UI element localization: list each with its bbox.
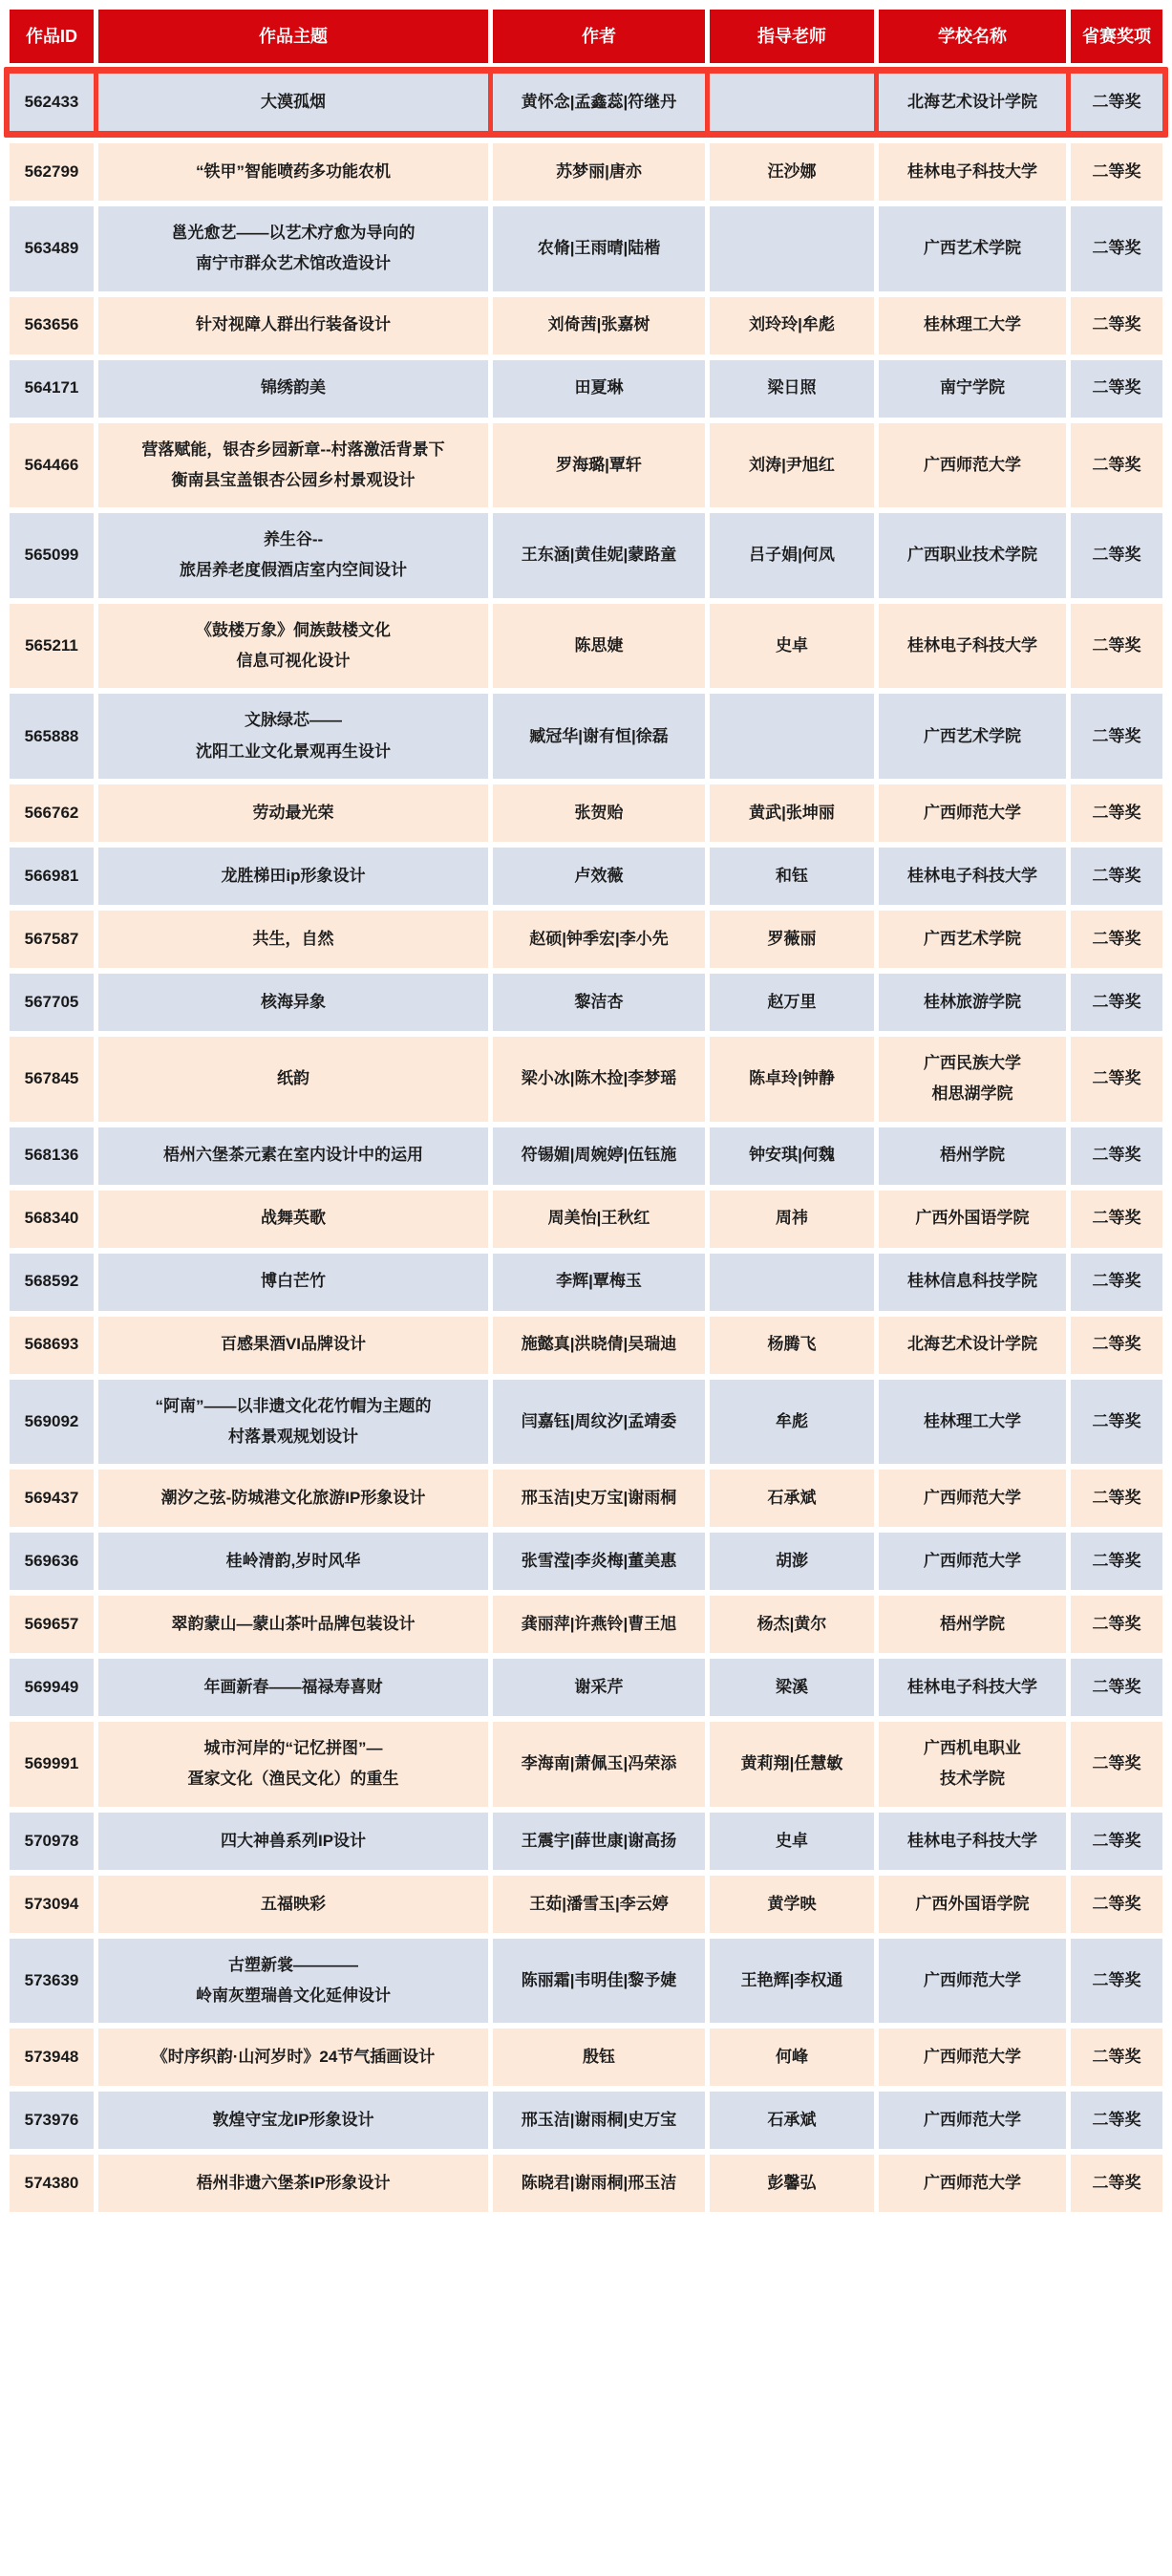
- table-row: [10, 513, 1162, 598]
- table-row: [10, 848, 1162, 905]
- advisors: 牟彪: [710, 1380, 874, 1465]
- authors: 邢玉洁|史万宝|谢雨桐: [493, 1470, 705, 1527]
- school: [879, 1813, 1066, 1870]
- work-title-line: 疍家文化（渔民文化）的重生: [187, 1770, 399, 1789]
- table-header-row: [10, 10, 1162, 63]
- work-title-line: 五福映彩: [261, 1894, 326, 1913]
- advisors: [710, 74, 874, 131]
- award: 二等奖: [1071, 2029, 1162, 2086]
- award: 二等奖: [1071, 1317, 1162, 1374]
- school: [879, 1317, 1066, 1374]
- advisors: 王艳辉|李权通: [710, 1939, 874, 2024]
- work-title: [98, 1813, 488, 1870]
- work-title: [98, 206, 488, 291]
- school: [879, 206, 1066, 291]
- school-line: 广西师范大学: [924, 1489, 1021, 1507]
- authors: 黄怀念|孟鑫蕊|符继丹: [493, 74, 705, 131]
- work-id: 564466: [10, 423, 94, 508]
- award: 二等奖: [1071, 604, 1162, 689]
- school-line: 广西艺术学院: [924, 239, 1021, 258]
- work-title-line: 沈阳工业文化景观再生设计: [196, 741, 391, 761]
- authors: 施懿真|洪晓倩|吴瑞迪: [493, 1317, 705, 1374]
- advisors: 梁溪: [710, 1659, 874, 1716]
- table-row: [10, 1659, 1162, 1716]
- authors: 罗海璐|覃轩: [493, 423, 705, 508]
- work-title-line: 村落景观规划设计: [228, 1427, 358, 1446]
- school: [879, 1722, 1066, 1807]
- school-line: 桂林理工大学: [924, 315, 1021, 334]
- work-id: 574380: [10, 2155, 94, 2212]
- work-id: 569636: [10, 1533, 94, 1590]
- school: [879, 911, 1066, 968]
- work-title-line: 古塑新裳————: [228, 1955, 358, 1974]
- school: [879, 784, 1066, 842]
- school: [879, 1127, 1066, 1185]
- authors: 王东涵|黄佳妮|蒙路童: [493, 513, 705, 598]
- table-body: [10, 69, 1162, 2218]
- school: [879, 297, 1066, 354]
- work-title: [98, 974, 488, 1031]
- work-title: [98, 297, 488, 354]
- school-line: 南宁学院: [940, 378, 1005, 397]
- authors: 田夏琳: [493, 360, 705, 418]
- advisors: 史卓: [710, 1813, 874, 1870]
- work-title-line: 梧州非遗六堡茶IP形象设计: [196, 2174, 391, 2193]
- work-title: [98, 74, 488, 131]
- school-line: 广西机电职业: [924, 1739, 1021, 1758]
- advisors: 汪沙娜: [710, 143, 874, 201]
- advisors: 彭馨弘: [710, 2155, 874, 2212]
- work-id: 563489: [10, 206, 94, 291]
- advisors: 和钰: [710, 848, 874, 905]
- school-line: 广西艺术学院: [924, 726, 1021, 745]
- authors: 赵硕|钟季宏|李小先: [493, 911, 705, 968]
- work-title-line: 桂岭清韵,岁时风华: [225, 1552, 361, 1570]
- work-id: 562433: [10, 74, 94, 131]
- advisors: 钟安琪|何魏: [710, 1127, 874, 1185]
- work-title: [98, 604, 488, 689]
- work-title-line: 城市河岸的“记忆拼图”—: [203, 1739, 383, 1758]
- award: 二等奖: [1071, 1380, 1162, 1465]
- work-title: [98, 784, 488, 842]
- work-id: 569949: [10, 1659, 94, 1716]
- advisors: 史卓: [710, 604, 874, 689]
- work-id: 568592: [10, 1254, 94, 1311]
- work-title: [98, 423, 488, 508]
- work-id: 563656: [10, 297, 94, 354]
- work-title-line: 南宁市群众艺术馆改造设计: [196, 254, 391, 273]
- table-row: [10, 297, 1162, 354]
- table-row: [10, 360, 1162, 418]
- school-line: 梧州学院: [940, 1615, 1005, 1633]
- award: 二等奖: [1071, 1254, 1162, 1311]
- school-line: 广西职业技术学院: [907, 546, 1037, 565]
- school: [879, 1659, 1066, 1716]
- authors: 梁小冰|陈木捡|李梦瑶: [493, 1037, 705, 1122]
- work-title: [98, 2029, 488, 2086]
- award: 二等奖: [1071, 1127, 1162, 1185]
- work-title-line: 劳动最光荣: [252, 803, 334, 822]
- authors: 刘倚茜|张嘉树: [493, 297, 705, 354]
- table-row: [10, 423, 1162, 508]
- table-row: [10, 1813, 1162, 1870]
- work-title-line: 翠韵蒙山—蒙山茶叶品牌包装设计: [171, 1615, 416, 1633]
- work-title: [98, 143, 488, 201]
- school-line: 广西师范大学: [924, 455, 1021, 474]
- work-title: [98, 1939, 488, 2024]
- work-title-line: 邕光愈艺——以艺术疗愈为导向的: [171, 224, 416, 242]
- school: [879, 1254, 1066, 1311]
- advisors: [710, 1254, 874, 1311]
- work-title-line: 敦煌守宝龙IP形象设计: [212, 2111, 374, 2130]
- school: [879, 1939, 1066, 2024]
- school: [879, 1037, 1066, 1122]
- work-title-line: 梧州六堡茶元素在室内设计中的运用: [163, 1146, 423, 1165]
- work-title-line: 信息可视化设计: [236, 652, 351, 671]
- school-line: 桂林理工大学: [924, 1411, 1021, 1430]
- work-title: [98, 360, 488, 418]
- school: [879, 143, 1066, 201]
- school-line: 北海艺术设计学院: [907, 92, 1037, 111]
- school: [879, 2029, 1066, 2086]
- authors: 黎洁杏: [493, 974, 705, 1031]
- authors: 殷钰: [493, 2029, 705, 2086]
- authors: 农脩|王雨晴|陆楷: [493, 206, 705, 291]
- award: 二等奖: [1071, 694, 1162, 779]
- advisors: 赵万里: [710, 974, 874, 1031]
- header-cell-1: 作品主题: [98, 10, 488, 63]
- school-line: 桂林电子科技大学: [907, 866, 1037, 885]
- work-title: [98, 694, 488, 779]
- work-id: 569991: [10, 1722, 94, 1807]
- work-title: [98, 1470, 488, 1527]
- work-id: 567845: [10, 1037, 94, 1122]
- award: 二等奖: [1071, 1813, 1162, 1870]
- award: 二等奖: [1071, 2155, 1162, 2212]
- award: 二等奖: [1071, 1533, 1162, 1590]
- header-cell-3: 指导老师: [710, 10, 874, 63]
- work-title-line: 锦绣韵美: [261, 378, 326, 397]
- work-id: 564171: [10, 360, 94, 418]
- work-id: 568340: [10, 1191, 94, 1248]
- school: [879, 2155, 1066, 2212]
- table-row: [10, 1533, 1162, 1590]
- header-cell-0: 作品ID: [10, 10, 94, 63]
- authors: 邢玉洁|谢雨桐|史万宝: [493, 2092, 705, 2149]
- table-row: [10, 604, 1162, 689]
- award: 二等奖: [1071, 297, 1162, 354]
- authors: 周美怡|王秋红: [493, 1191, 705, 1248]
- work-title: [98, 1659, 488, 1716]
- school: [879, 1596, 1066, 1653]
- school-line: 广西外国语学院: [915, 1209, 1030, 1228]
- authors: 臧冠华|谢有恒|徐磊: [493, 694, 705, 779]
- school-line: 桂林电子科技大学: [907, 635, 1037, 655]
- table-row: [10, 1254, 1162, 1311]
- work-title-line: 《鼓楼万象》侗族鼓楼文化: [196, 620, 391, 639]
- table-row: [10, 784, 1162, 842]
- work-title-line: 年画新春——福禄寿喜财: [203, 1678, 383, 1696]
- school: [879, 974, 1066, 1031]
- table-row: [10, 1722, 1162, 1807]
- school-line: 广西师范大学: [924, 2111, 1021, 2130]
- authors: 陈思婕: [493, 604, 705, 689]
- work-title-line: 衡南县宝盖银杏公园乡村景观设计: [171, 470, 416, 489]
- work-id: 568136: [10, 1127, 94, 1185]
- work-title: [98, 2155, 488, 2212]
- school-line: 桂林电子科技大学: [907, 1678, 1037, 1696]
- advisors: 刘玲玲|牟彪: [710, 297, 874, 354]
- work-title-line: 共生，自然: [252, 929, 334, 948]
- school: [879, 1876, 1066, 1933]
- work-title: [98, 2092, 488, 2149]
- header-cell-4: 学校名称: [879, 10, 1066, 63]
- table-row: [10, 1939, 1162, 2024]
- work-title-line: 核海异象: [261, 992, 326, 1011]
- school-line: 技术学院: [940, 1770, 1005, 1789]
- work-title-line: 四大神兽系列IP设计: [220, 1831, 367, 1850]
- table-row: [10, 911, 1162, 968]
- advisors: 石承斌: [710, 2092, 874, 2149]
- authors: 张雪滢|李炎梅|董美惠: [493, 1533, 705, 1590]
- work-title: [98, 1380, 488, 1465]
- work-id: 565888: [10, 694, 94, 779]
- work-title-line: 岭南灰塑瑞兽文化延伸设计: [196, 1986, 391, 2006]
- award: 二等奖: [1071, 1939, 1162, 2024]
- table-row: [10, 1037, 1162, 1122]
- school: [879, 74, 1066, 131]
- award: 二等奖: [1071, 423, 1162, 508]
- work-id: 568693: [10, 1317, 94, 1374]
- advisors: 何峰: [710, 2029, 874, 2086]
- table-row: [10, 694, 1162, 779]
- award: 二等奖: [1071, 206, 1162, 291]
- school-line: 广西师范大学: [924, 2174, 1021, 2193]
- school: [879, 848, 1066, 905]
- work-title-line: 大漠孤烟: [261, 92, 326, 111]
- table-row: [10, 2092, 1162, 2149]
- advisors: [710, 206, 874, 291]
- work-id: 565099: [10, 513, 94, 598]
- award: 二等奖: [1071, 1596, 1162, 1653]
- work-title-line: 龙胜梯田ip形象设计: [221, 866, 366, 885]
- advisors: 胡澎: [710, 1533, 874, 1590]
- school-line: 桂林信息科技学院: [907, 1272, 1037, 1291]
- award: 二等奖: [1071, 1191, 1162, 1248]
- authors: 李辉|覃梅玉: [493, 1254, 705, 1311]
- work-title-line: 百感果酒VI品牌设计: [220, 1335, 367, 1354]
- school: [879, 1191, 1066, 1248]
- authors: 符锡媚|周婉婷|伍钰施: [493, 1127, 705, 1185]
- work-id: 566762: [10, 784, 94, 842]
- school-line: 桂林电子科技大学: [907, 1831, 1037, 1850]
- award: 二等奖: [1071, 2092, 1162, 2149]
- advisors: [710, 694, 874, 779]
- advisors: 陈卓玲|钟静: [710, 1037, 874, 1122]
- work-id: 573639: [10, 1939, 94, 2024]
- work-title-line: “铁甲”智能喷药多功能农机: [196, 161, 391, 181]
- work-title-line: 纸韵: [277, 1069, 309, 1088]
- work-title-line: “阿南”——以非遗文化花竹帽为主题的: [155, 1396, 432, 1415]
- award: 二等奖: [1071, 1470, 1162, 1527]
- work-title-line: 潮汐之弦-防城港文化旅游IP形象设计: [160, 1489, 426, 1507]
- authors: 闫嘉钰|周纹汐|孟靖委: [493, 1380, 705, 1465]
- work-title-line: 博白芒竹: [261, 1272, 326, 1291]
- table-row: [10, 1127, 1162, 1185]
- authors: 王茹|潘雪玉|李云婷: [493, 1876, 705, 1933]
- work-title: [98, 911, 488, 968]
- advisors: 黄武|张坤丽: [710, 784, 874, 842]
- award: 二等奖: [1071, 1037, 1162, 1122]
- header-cell-5: 省赛奖项: [1071, 10, 1162, 63]
- award: 二等奖: [1071, 784, 1162, 842]
- work-id: 567587: [10, 911, 94, 968]
- work-title: [98, 1596, 488, 1653]
- school-line: 广西师范大学: [924, 2048, 1021, 2067]
- school-line: 广西民族大学: [924, 1053, 1021, 1072]
- highlight-box: [4, 67, 1168, 138]
- table-row: [10, 974, 1162, 1031]
- work-id: 573948: [10, 2029, 94, 2086]
- work-title-line: 营落赋能，银杏乡园新章--村落激活背景下: [141, 440, 445, 459]
- advisors: 刘涛|尹旭红: [710, 423, 874, 508]
- work-title: [98, 848, 488, 905]
- work-title: [98, 1876, 488, 1933]
- work-title-line: 战舞英歌: [261, 1209, 326, 1228]
- work-title-line: 针对视障人群出行装备设计: [196, 315, 391, 334]
- work-title-line: 旅居养老度假酒店室内空间设计: [180, 561, 407, 580]
- advisors: 杨杰|黄尔: [710, 1596, 874, 1653]
- table-row: [10, 1876, 1162, 1933]
- table-row: [10, 1596, 1162, 1653]
- advisors: 石承斌: [710, 1470, 874, 1527]
- work-id: 562799: [10, 143, 94, 201]
- authors: 陈丽霜|韦明佳|黎予婕: [493, 1939, 705, 2024]
- work-id: 573976: [10, 2092, 94, 2149]
- work-id: 569657: [10, 1596, 94, 1653]
- work-title-line: 《时序织韵·山河岁时》24节气插画设计: [151, 2048, 436, 2067]
- school: [879, 2092, 1066, 2149]
- school-line: 广西师范大学: [924, 1552, 1021, 1570]
- school: [879, 1533, 1066, 1590]
- work-id: 573094: [10, 1876, 94, 1933]
- school: [879, 513, 1066, 598]
- work-id: 567705: [10, 974, 94, 1031]
- school-line: 相思湖学院: [931, 1084, 1013, 1104]
- advisors: 梁日照: [710, 360, 874, 418]
- work-title-line: 养生谷--: [263, 530, 324, 549]
- work-title: [98, 1722, 488, 1807]
- award: 二等奖: [1071, 911, 1162, 968]
- school: [879, 1380, 1066, 1465]
- advisors: 黄学映: [710, 1876, 874, 1933]
- table-row: [10, 1191, 1162, 1248]
- award: 二等奖: [1071, 513, 1162, 598]
- school-line: 广西艺术学院: [924, 929, 1021, 948]
- advisors: 吕子娟|何凤: [710, 513, 874, 598]
- work-title: [98, 1254, 488, 1311]
- school: [879, 604, 1066, 689]
- authors: 陈晓君|谢雨桐|邢玉洁: [493, 2155, 705, 2212]
- work-title-line: 文脉绿芯——: [245, 711, 342, 730]
- work-title: [98, 1037, 488, 1122]
- authors: 卢效薇: [493, 848, 705, 905]
- school-line: 广西师范大学: [924, 1970, 1021, 1989]
- award: 二等奖: [1071, 1876, 1162, 1933]
- advisors: 杨腾飞: [710, 1317, 874, 1374]
- table-row: [10, 2155, 1162, 2212]
- school-line: 北海艺术设计学院: [907, 1335, 1037, 1354]
- work-id: 566981: [10, 848, 94, 905]
- school: [879, 360, 1066, 418]
- award: 二等奖: [1071, 1722, 1162, 1807]
- authors: 谢采芹: [493, 1659, 705, 1716]
- school: [879, 1470, 1066, 1527]
- work-title: [98, 1317, 488, 1374]
- authors: 龚丽萍|许燕铃|曹王旭: [493, 1596, 705, 1653]
- advisors: 罗薇丽: [710, 911, 874, 968]
- authors: 苏梦丽|唐亦: [493, 143, 705, 201]
- table-row: [10, 143, 1162, 201]
- school-line: 桂林电子科技大学: [907, 161, 1037, 181]
- work-title: [98, 1191, 488, 1248]
- work-title: [98, 1533, 488, 1590]
- authors: 张贺贻: [493, 784, 705, 842]
- work-id: 570978: [10, 1813, 94, 1870]
- award: 二等奖: [1071, 974, 1162, 1031]
- school-line: 广西师范大学: [924, 803, 1021, 822]
- table-row: [10, 206, 1162, 291]
- school-line: 桂林旅游学院: [924, 992, 1021, 1011]
- table-row: [10, 2029, 1162, 2086]
- table-row: [10, 74, 1162, 131]
- work-id: 569092: [10, 1380, 94, 1465]
- work-title: [98, 1127, 488, 1185]
- table-row: [10, 1380, 1162, 1465]
- authors: 王震宇|薛世康|谢高扬: [493, 1813, 705, 1870]
- header-cell-2: 作者: [493, 10, 705, 63]
- work-title: [98, 513, 488, 598]
- advisors: 黄莉翔|任慧敏: [710, 1722, 874, 1807]
- award: 二等奖: [1071, 143, 1162, 201]
- advisors: 周祎: [710, 1191, 874, 1248]
- award: 二等奖: [1071, 360, 1162, 418]
- award: 二等奖: [1071, 848, 1162, 905]
- work-id: 565211: [10, 604, 94, 689]
- authors: 李海南|萧佩玉|冯荣添: [493, 1722, 705, 1807]
- table-row: [10, 1470, 1162, 1527]
- award: 二等奖: [1071, 74, 1162, 131]
- school-line: 广西外国语学院: [915, 1894, 1030, 1913]
- award: 二等奖: [1071, 1659, 1162, 1716]
- school: [879, 423, 1066, 508]
- table-row: [10, 1317, 1162, 1374]
- school: [879, 694, 1066, 779]
- school-line: 梧州学院: [940, 1146, 1005, 1165]
- work-id: 569437: [10, 1470, 94, 1527]
